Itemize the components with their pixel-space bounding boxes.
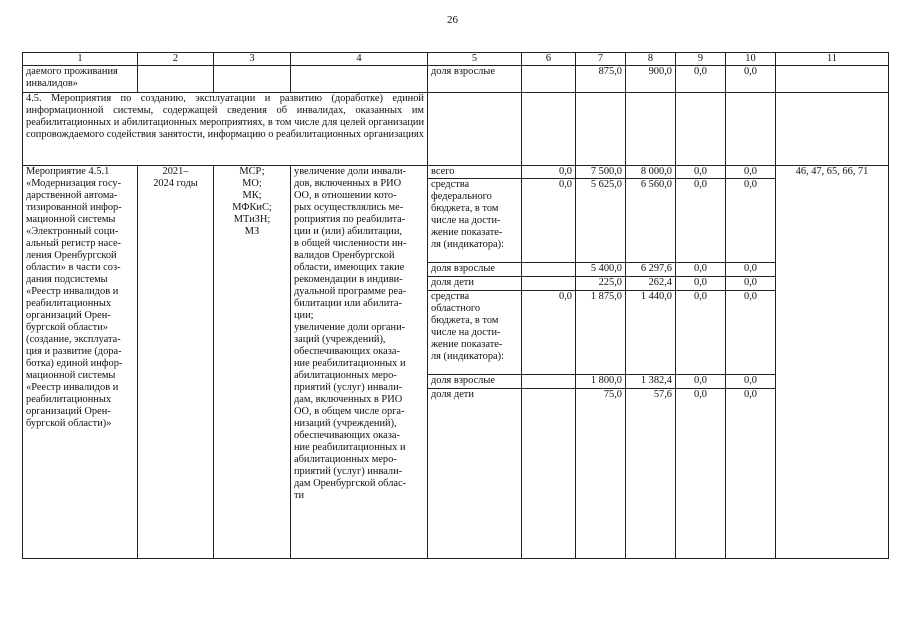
empty-cell xyxy=(576,403,626,559)
funding-label: всего xyxy=(428,166,522,179)
value-cell: 1 440,0 xyxy=(626,291,676,375)
empty-cell xyxy=(726,93,776,166)
value-cell: 875,0 xyxy=(576,66,626,93)
column-number: 6 xyxy=(522,53,576,66)
value-cell: 0,0 xyxy=(726,375,776,389)
value-cell: 57,6 xyxy=(626,389,676,403)
funding-label: доля дети xyxy=(428,277,522,291)
value-cell: 1 800,0 xyxy=(576,375,626,389)
value-cell: 5 400,0 xyxy=(576,263,626,277)
column-number: 3 xyxy=(214,53,291,66)
value-cell: 0,0 xyxy=(676,375,726,389)
implementation-period: 2021– 2024 годы xyxy=(138,166,214,559)
value-cell: 0,0 xyxy=(726,263,776,277)
empty-cell xyxy=(522,66,576,93)
funding-label: доля взрослые xyxy=(428,66,522,93)
column-number: 4 xyxy=(291,53,428,66)
empty-cell xyxy=(138,66,214,93)
column-number: 1 xyxy=(23,53,138,66)
column-number: 11 xyxy=(776,53,889,66)
value-cell: 0,0 xyxy=(676,277,726,291)
expected-results: увеличение доли инвали- дов, включенных в РИО ОО, в отношении кото- рых осуществлялись ме- роприятия по реабилита- ции и (или) абилитации, в общей численности ин- валидов Оренбургской области, имеющих такие рекомендации в индиви- дуальной программе реа- билитации или абилита- ции; увеличение доли органи- заций (учреждений), обеспечивающих оказа- ние реабилитационных и абилитационных меро- приятий (услуг) инвали- дам, включенных в РИО ОО, в общем числе орга- низаций (учреждений), обеспечивающих оказа- ние реабилитационных и абилитационных меро- приятий (услуг) инвали- дам Оренбургской облас- ти xyxy=(291,166,428,559)
value-cell: 1 875,0 xyxy=(576,291,626,375)
value-cell xyxy=(522,263,576,277)
column-number-row xyxy=(23,53,889,66)
value-cell: 0,0 xyxy=(522,166,576,179)
value-cell xyxy=(522,389,576,403)
value-cell: 0,0 xyxy=(726,166,776,179)
value-cell: 0,0 xyxy=(676,291,726,375)
section-row xyxy=(23,93,889,166)
page-number: 26 xyxy=(447,14,458,26)
value-cell xyxy=(522,277,576,291)
column-number: 9 xyxy=(676,53,726,66)
value-cell: 0,0 xyxy=(726,277,776,291)
value-cell: 0,0 xyxy=(676,66,726,93)
funding-label: средства областного бюджета, в том числе на дости- жение показате- ля (индикатора): xyxy=(428,291,522,375)
funding-label: доля взрослые xyxy=(428,263,522,277)
column-number: 10 xyxy=(726,53,776,66)
funding-label: средства федерального бюджета, в том числе на дости- жение показате- ля (индикатора): xyxy=(428,179,522,263)
empty-cell xyxy=(522,403,576,559)
value-cell: 8 000,0 xyxy=(626,166,676,179)
value-cell: 0,0 xyxy=(522,291,576,375)
program-table xyxy=(22,52,889,559)
value-cell: 0,0 xyxy=(726,291,776,375)
value-cell: 0,0 xyxy=(676,263,726,277)
empty-cell xyxy=(776,93,889,166)
value-cell: 0,0 xyxy=(726,66,776,93)
empty-cell xyxy=(428,403,522,559)
empty-cell xyxy=(776,66,889,93)
value-cell: 1 382,4 xyxy=(626,375,676,389)
value-cell: 6 560,0 xyxy=(626,179,676,263)
value-cell: 0,0 xyxy=(676,179,726,263)
value-cell: 0,0 xyxy=(522,179,576,263)
empty-cell xyxy=(626,403,676,559)
value-cell: 6 297,6 xyxy=(626,263,676,277)
value-cell: 7 500,0 xyxy=(576,166,626,179)
empty-cell xyxy=(214,66,291,93)
column-number: 5 xyxy=(428,53,522,66)
empty-cell xyxy=(626,93,676,166)
value-cell: 0,0 xyxy=(726,179,776,263)
value-cell: 262,4 xyxy=(626,277,676,291)
column-number: 2 xyxy=(138,53,214,66)
section-title: 4.5. Мероприятия по созданию, эксплуатации и развитию (доработке) единой информационной системы, содержащей сведения об инвалидах, оказанных им реабилитационных и абилитационных мероприятиях, в том числе для целей организации сопровождаемого содействия занятости, информацию о реабилитационных организациях xyxy=(23,93,428,166)
value-cell xyxy=(522,375,576,389)
column-number: 7 xyxy=(576,53,626,66)
empty-cell xyxy=(726,403,776,559)
column-number: 8 xyxy=(626,53,676,66)
value-cell: 5 625,0 xyxy=(576,179,626,263)
indicator-references: 46, 47, 65, 66, 71 xyxy=(776,166,889,559)
value-cell: 0,0 xyxy=(726,389,776,403)
funding-label: доля взрослые xyxy=(428,375,522,389)
empty-cell xyxy=(291,66,428,93)
empty-cell xyxy=(676,93,726,166)
measure-name: Мероприятие 4.5.1 «Модернизация госу- дарственной автома- тизированной инфор- мационной системы «Электронный соци- альный регистр насе- ления Оренбургской области» в части соз- дания подсистемы «Реестр инвалидов и реабилитационных организаций Орен- бургской области» (создание, эксплуата- ция и развитие (дора- ботка) единой инфор- мационной системы «Реестр инвалидов и реабилитационных организаций Орен- бургской области)» xyxy=(23,166,138,559)
funding-label: доля дети xyxy=(428,389,522,403)
measure-name-continued: даемого проживания инвалидов» xyxy=(23,66,138,93)
empty-cell xyxy=(522,93,576,166)
table-row xyxy=(23,166,889,179)
empty-cell xyxy=(576,93,626,166)
value-cell: 0,0 xyxy=(676,389,726,403)
value-cell: 75,0 xyxy=(576,389,626,403)
value-cell: 900,0 xyxy=(626,66,676,93)
continuation-row xyxy=(23,66,889,93)
responsible-executors: МСР; МО; МК; МФКиС; МТиЗН; МЗ xyxy=(214,166,291,559)
empty-cell xyxy=(676,403,726,559)
empty-cell xyxy=(428,93,522,166)
value-cell: 0,0 xyxy=(676,166,726,179)
value-cell: 225,0 xyxy=(576,277,626,291)
